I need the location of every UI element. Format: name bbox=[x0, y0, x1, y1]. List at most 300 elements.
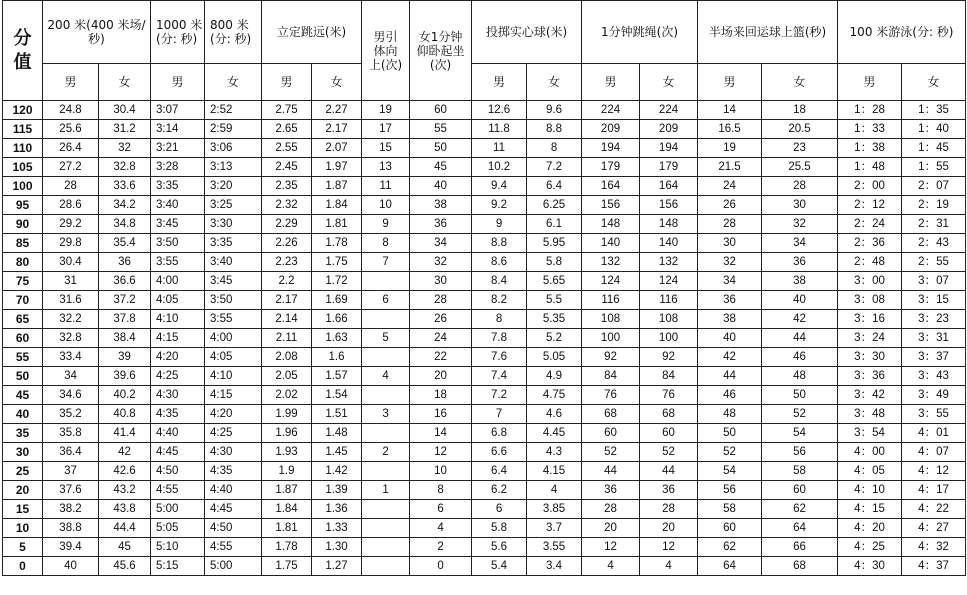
cell-swim100-male: 3：30 bbox=[838, 348, 902, 367]
cell-rope-skip-male: 60 bbox=[582, 424, 640, 443]
cell-rope-skip-male: 164 bbox=[582, 177, 640, 196]
cell-basketball-female: 42 bbox=[762, 310, 838, 329]
cell-situp-female: 26 bbox=[410, 310, 472, 329]
cell-run200-female: 33.6 bbox=[99, 177, 151, 196]
cell-run200-female: 31.2 bbox=[99, 120, 151, 139]
cell-score: 20 bbox=[3, 481, 43, 500]
cell-rope-skip-male: 36 bbox=[582, 481, 640, 500]
cell-score: 5 bbox=[3, 538, 43, 557]
cell-swim100-male: 4：15 bbox=[838, 500, 902, 519]
cell-swim100-male: 2：24 bbox=[838, 215, 902, 234]
cell-rope-skip-female: 76 bbox=[640, 386, 698, 405]
table-row bbox=[3, 272, 966, 291]
cell-swim100-male: 3：42 bbox=[838, 386, 902, 405]
cell-run800-female: 3:20 bbox=[205, 177, 262, 196]
cell-run200-male: 36.4 bbox=[43, 443, 99, 462]
cell-rope-skip-female: 224 bbox=[640, 101, 698, 120]
cell-score: 70 bbox=[3, 291, 43, 310]
cell-ball-throw-male: 6 bbox=[472, 500, 527, 519]
cell-long-jump-female: 1.66 bbox=[312, 310, 362, 329]
cell-rope-skip-female: 4 bbox=[640, 557, 698, 576]
cell-rope-skip-female: 68 bbox=[640, 405, 698, 424]
cell-swim100-male: 3：16 bbox=[838, 310, 902, 329]
cell-pullup-male: 2 bbox=[362, 443, 410, 462]
cell-run800-female: 4:30 bbox=[205, 443, 262, 462]
cell-run1000-male: 4:35 bbox=[151, 405, 205, 424]
cell-swim100-male: 4：05 bbox=[838, 462, 902, 481]
cell-run1000-male: 3:28 bbox=[151, 158, 205, 177]
cell-run800-female: 4:10 bbox=[205, 367, 262, 386]
cell-pullup-male: 19 bbox=[362, 101, 410, 120]
cell-run800-female: 3:45 bbox=[205, 272, 262, 291]
cell-long-jump-female: 1.87 bbox=[312, 177, 362, 196]
cell-basketball-female: 25.5 bbox=[762, 158, 838, 177]
cell-situp-female: 34 bbox=[410, 234, 472, 253]
cell-run800-female: 4:50 bbox=[205, 519, 262, 538]
cell-rope-skip-female: 100 bbox=[640, 329, 698, 348]
cell-basketball-male: 62 bbox=[698, 538, 762, 557]
cell-situp-female: 38 bbox=[410, 196, 472, 215]
cell-run800-female: 3:25 bbox=[205, 196, 262, 215]
cell-basketball-male: 64 bbox=[698, 557, 762, 576]
cell-ball-throw-male: 7.8 bbox=[472, 329, 527, 348]
cell-ball-throw-female: 3.55 bbox=[527, 538, 582, 557]
cell-run1000-male: 3:50 bbox=[151, 234, 205, 253]
cell-run200-female: 37.8 bbox=[99, 310, 151, 329]
cell-long-jump-female: 1.54 bbox=[312, 386, 362, 405]
table-row bbox=[3, 386, 966, 405]
cell-score: 0 bbox=[3, 557, 43, 576]
cell-ball-throw-female: 3.7 bbox=[527, 519, 582, 538]
cell-ball-throw-female: 4.15 bbox=[527, 462, 582, 481]
cell-basketball-male: 28 bbox=[698, 215, 762, 234]
cell-run800-female: 3:06 bbox=[205, 139, 262, 158]
cell-basketball-female: 48 bbox=[762, 367, 838, 386]
cell-long-jump-female: 1.39 bbox=[312, 481, 362, 500]
cell-rope-skip-female: 36 bbox=[640, 481, 698, 500]
table-row bbox=[3, 462, 966, 481]
cell-situp-female: 30 bbox=[410, 272, 472, 291]
cell-run200-female: 39 bbox=[99, 348, 151, 367]
cell-long-jump-male: 1.84 bbox=[262, 500, 312, 519]
cell-basketball-male: 19 bbox=[698, 139, 762, 158]
cell-pullup-male bbox=[362, 500, 410, 519]
cell-run1000-male: 4:15 bbox=[151, 329, 205, 348]
cell-situp-female: 20 bbox=[410, 367, 472, 386]
cell-score: 80 bbox=[3, 253, 43, 272]
cell-ball-throw-female: 8.8 bbox=[527, 120, 582, 139]
sex-female: 女 bbox=[312, 64, 362, 101]
cell-rope-skip-female: 12 bbox=[640, 538, 698, 557]
cell-basketball-male: 58 bbox=[698, 500, 762, 519]
cell-ball-throw-female: 7.2 bbox=[527, 158, 582, 177]
cell-run800-female: 3:50 bbox=[205, 291, 262, 310]
cell-rope-skip-male: 4 bbox=[582, 557, 640, 576]
cell-run200-female: 32 bbox=[99, 139, 151, 158]
cell-rope-skip-female: 132 bbox=[640, 253, 698, 272]
cell-pullup-male bbox=[362, 538, 410, 557]
table-row bbox=[3, 234, 966, 253]
cell-ball-throw-male: 11 bbox=[472, 139, 527, 158]
cell-basketball-female: 28 bbox=[762, 177, 838, 196]
cell-swim100-male: 4：25 bbox=[838, 538, 902, 557]
cell-pullup-male bbox=[362, 272, 410, 291]
cell-swim100-female: 3：07 bbox=[902, 272, 966, 291]
cell-rope-skip-female: 28 bbox=[640, 500, 698, 519]
cell-run1000-male: 3:14 bbox=[151, 120, 205, 139]
cell-ball-throw-female: 4 bbox=[527, 481, 582, 500]
cell-ball-throw-male: 9 bbox=[472, 215, 527, 234]
cell-pullup-male: 10 bbox=[362, 196, 410, 215]
cell-run1000-male: 3:35 bbox=[151, 177, 205, 196]
cell-rope-skip-female: 209 bbox=[640, 120, 698, 139]
cell-long-jump-male: 2.75 bbox=[262, 101, 312, 120]
cell-swim100-male: 1：38 bbox=[838, 139, 902, 158]
cell-run800-female: 4:25 bbox=[205, 424, 262, 443]
cell-long-jump-male: 2.45 bbox=[262, 158, 312, 177]
cell-run1000-male: 4:30 bbox=[151, 386, 205, 405]
cell-ball-throw-male: 11.8 bbox=[472, 120, 527, 139]
table-body bbox=[3, 101, 966, 576]
cell-rope-skip-female: 92 bbox=[640, 348, 698, 367]
table-row bbox=[3, 443, 966, 462]
cell-swim100-male: 1：28 bbox=[838, 101, 902, 120]
cell-ball-throw-female: 5.8 bbox=[527, 253, 582, 272]
cell-long-jump-female: 1.30 bbox=[312, 538, 362, 557]
cell-run200-female: 40.8 bbox=[99, 405, 151, 424]
cell-run1000-male: 3:45 bbox=[151, 215, 205, 234]
table-row bbox=[3, 253, 966, 272]
cell-basketball-male: 14 bbox=[698, 101, 762, 120]
cell-ball-throw-male: 6.2 bbox=[472, 481, 527, 500]
cell-swim100-male: 2：48 bbox=[838, 253, 902, 272]
cell-ball-throw-male: 6.4 bbox=[472, 462, 527, 481]
cell-situp-female: 32 bbox=[410, 253, 472, 272]
cell-run800-female: 2:59 bbox=[205, 120, 262, 139]
cell-ball-throw-female: 5.65 bbox=[527, 272, 582, 291]
sex-female: 女 bbox=[762, 64, 838, 101]
cell-run200-female: 43.2 bbox=[99, 481, 151, 500]
cell-swim100-female: 2：19 bbox=[902, 196, 966, 215]
cell-swim100-male: 3：24 bbox=[838, 329, 902, 348]
cell-long-jump-male: 2.17 bbox=[262, 291, 312, 310]
cell-basketball-male: 48 bbox=[698, 405, 762, 424]
cell-swim100-male: 2：36 bbox=[838, 234, 902, 253]
cell-ball-throw-female: 5.2 bbox=[527, 329, 582, 348]
cell-swim100-female: 3：15 bbox=[902, 291, 966, 310]
cell-rope-skip-male: 92 bbox=[582, 348, 640, 367]
cell-run200-female: 36.6 bbox=[99, 272, 151, 291]
cell-rope-skip-female: 84 bbox=[640, 367, 698, 386]
cell-run200-male: 37 bbox=[43, 462, 99, 481]
cell-run1000-male: 4:40 bbox=[151, 424, 205, 443]
cell-basketball-female: 18 bbox=[762, 101, 838, 120]
cell-run800-female: 3:35 bbox=[205, 234, 262, 253]
cell-long-jump-male: 2.35 bbox=[262, 177, 312, 196]
cell-score: 85 bbox=[3, 234, 43, 253]
cell-run1000-male: 4:20 bbox=[151, 348, 205, 367]
cell-ball-throw-male: 8.4 bbox=[472, 272, 527, 291]
cell-swim100-female: 1：55 bbox=[902, 158, 966, 177]
cell-ball-throw-female: 5.35 bbox=[527, 310, 582, 329]
cell-long-jump-male: 2.05 bbox=[262, 367, 312, 386]
cell-swim100-male: 3：36 bbox=[838, 367, 902, 386]
cell-run800-female: 3:40 bbox=[205, 253, 262, 272]
header-swim-100m: 100 米游泳(分: 秒) bbox=[838, 1, 966, 64]
cell-run1000-male: 3:40 bbox=[151, 196, 205, 215]
cell-basketball-female: 30 bbox=[762, 196, 838, 215]
cell-long-jump-female: 1.48 bbox=[312, 424, 362, 443]
cell-ball-throw-male: 8 bbox=[472, 310, 527, 329]
cell-situp-female: 8 bbox=[410, 481, 472, 500]
table-row bbox=[3, 329, 966, 348]
cell-run800-female: 4:55 bbox=[205, 538, 262, 557]
cell-run1000-male: 5:05 bbox=[151, 519, 205, 538]
cell-rope-skip-female: 164 bbox=[640, 177, 698, 196]
cell-rope-skip-male: 116 bbox=[582, 291, 640, 310]
cell-run200-male: 26.4 bbox=[43, 139, 99, 158]
cell-run800-female: 3:13 bbox=[205, 158, 262, 177]
cell-basketball-female: 60 bbox=[762, 481, 838, 500]
cell-situp-female: 60 bbox=[410, 101, 472, 120]
cell-long-jump-male: 2.32 bbox=[262, 196, 312, 215]
cell-swim100-male: 3：48 bbox=[838, 405, 902, 424]
cell-pullup-male: 11 bbox=[362, 177, 410, 196]
cell-rope-skip-male: 179 bbox=[582, 158, 640, 177]
table-row bbox=[3, 348, 966, 367]
cell-run800-female: 2:52 bbox=[205, 101, 262, 120]
table-row bbox=[3, 405, 966, 424]
table-row bbox=[3, 177, 966, 196]
table-row bbox=[3, 424, 966, 443]
sex-male: 男 bbox=[582, 64, 640, 101]
cell-run200-male: 33.4 bbox=[43, 348, 99, 367]
cell-long-jump-male: 1.78 bbox=[262, 538, 312, 557]
cell-rope-skip-female: 194 bbox=[640, 139, 698, 158]
cell-run1000-male: 4:00 bbox=[151, 272, 205, 291]
cell-situp-female: 6 bbox=[410, 500, 472, 519]
cell-run200-male: 29.2 bbox=[43, 215, 99, 234]
cell-pullup-male: 4 bbox=[362, 367, 410, 386]
cell-long-jump-male: 1.99 bbox=[262, 405, 312, 424]
cell-run800-female: 4:05 bbox=[205, 348, 262, 367]
cell-pullup-male: 13 bbox=[362, 158, 410, 177]
cell-swim100-female: 3：43 bbox=[902, 367, 966, 386]
cell-situp-female: 10 bbox=[410, 462, 472, 481]
cell-pullup-male bbox=[362, 519, 410, 538]
cell-run200-female: 30.4 bbox=[99, 101, 151, 120]
cell-run800-female: 4:45 bbox=[205, 500, 262, 519]
cell-run200-female: 37.2 bbox=[99, 291, 151, 310]
cell-long-jump-female: 1.42 bbox=[312, 462, 362, 481]
cell-run800-female: 4:20 bbox=[205, 405, 262, 424]
sex-female: 女 bbox=[205, 64, 262, 101]
cell-basketball-male: 52 bbox=[698, 443, 762, 462]
cell-score: 45 bbox=[3, 386, 43, 405]
cell-pullup-male bbox=[362, 462, 410, 481]
cell-long-jump-male: 2.14 bbox=[262, 310, 312, 329]
cell-basketball-female: 66 bbox=[762, 538, 838, 557]
cell-long-jump-female: 2.27 bbox=[312, 101, 362, 120]
cell-long-jump-male: 2.2 bbox=[262, 272, 312, 291]
cell-score: 15 bbox=[3, 500, 43, 519]
cell-rope-skip-male: 20 bbox=[582, 519, 640, 538]
cell-basketball-female: 52 bbox=[762, 405, 838, 424]
cell-long-jump-female: 1.78 bbox=[312, 234, 362, 253]
cell-basketball-female: 64 bbox=[762, 519, 838, 538]
cell-pullup-male: 1 bbox=[362, 481, 410, 500]
cell-ball-throw-male: 5.8 bbox=[472, 519, 527, 538]
cell-pullup-male bbox=[362, 386, 410, 405]
header-basketball: 半场来回运球上篮(秒) bbox=[698, 1, 838, 64]
cell-basketball-male: 46 bbox=[698, 386, 762, 405]
cell-long-jump-male: 1.9 bbox=[262, 462, 312, 481]
cell-swim100-female: 3：23 bbox=[902, 310, 966, 329]
cell-swim100-female: 4：17 bbox=[902, 481, 966, 500]
cell-ball-throw-female: 6.1 bbox=[527, 215, 582, 234]
cell-situp-female: 2 bbox=[410, 538, 472, 557]
header-800m: 800 米(分: 秒) bbox=[205, 1, 262, 64]
cell-rope-skip-female: 60 bbox=[640, 424, 698, 443]
sex-female: 女 bbox=[640, 64, 698, 101]
cell-basketball-female: 54 bbox=[762, 424, 838, 443]
cell-score: 115 bbox=[3, 120, 43, 139]
sex-male: 男 bbox=[838, 64, 902, 101]
cell-rope-skip-female: 140 bbox=[640, 234, 698, 253]
cell-rope-skip-male: 52 bbox=[582, 443, 640, 462]
cell-long-jump-female: 1.57 bbox=[312, 367, 362, 386]
table-row bbox=[3, 291, 966, 310]
cell-run1000-male: 4:55 bbox=[151, 481, 205, 500]
cell-ball-throw-female: 3.4 bbox=[527, 557, 582, 576]
table-row bbox=[3, 215, 966, 234]
cell-long-jump-female: 2.17 bbox=[312, 120, 362, 139]
cell-long-jump-female: 1.75 bbox=[312, 253, 362, 272]
cell-pullup-male: 15 bbox=[362, 139, 410, 158]
table-row bbox=[3, 538, 966, 557]
scoring-table bbox=[2, 0, 966, 576]
cell-run200-female: 32.8 bbox=[99, 158, 151, 177]
cell-swim100-female: 4：37 bbox=[902, 557, 966, 576]
cell-run1000-male: 3:07 bbox=[151, 101, 205, 120]
cell-ball-throw-male: 9.4 bbox=[472, 177, 527, 196]
header-situp: 女1分钟仰卧起坐(次) bbox=[410, 1, 472, 101]
cell-score: 30 bbox=[3, 443, 43, 462]
cell-basketball-male: 24 bbox=[698, 177, 762, 196]
cell-run200-female: 42 bbox=[99, 443, 151, 462]
cell-pullup-male bbox=[362, 424, 410, 443]
cell-basketball-male: 26 bbox=[698, 196, 762, 215]
cell-ball-throw-male: 8.8 bbox=[472, 234, 527, 253]
cell-score: 55 bbox=[3, 348, 43, 367]
cell-pullup-male: 9 bbox=[362, 215, 410, 234]
cell-long-jump-female: 2.07 bbox=[312, 139, 362, 158]
cell-rope-skip-female: 20 bbox=[640, 519, 698, 538]
cell-run200-male: 38.2 bbox=[43, 500, 99, 519]
cell-score: 10 bbox=[3, 519, 43, 538]
cell-pullup-male: 17 bbox=[362, 120, 410, 139]
cell-long-jump-female: 1.81 bbox=[312, 215, 362, 234]
cell-run1000-male: 4:45 bbox=[151, 443, 205, 462]
cell-basketball-male: 42 bbox=[698, 348, 762, 367]
cell-situp-female: 12 bbox=[410, 443, 472, 462]
cell-rope-skip-male: 76 bbox=[582, 386, 640, 405]
cell-situp-female: 50 bbox=[410, 139, 472, 158]
cell-long-jump-male: 2.08 bbox=[262, 348, 312, 367]
cell-swim100-female: 4：32 bbox=[902, 538, 966, 557]
cell-ball-throw-female: 4.9 bbox=[527, 367, 582, 386]
cell-run200-female: 38.4 bbox=[99, 329, 151, 348]
cell-run200-female: 45.6 bbox=[99, 557, 151, 576]
cell-long-jump-male: 1.96 bbox=[262, 424, 312, 443]
cell-basketball-male: 56 bbox=[698, 481, 762, 500]
cell-basketball-female: 20.5 bbox=[762, 120, 838, 139]
cell-swim100-male: 1：48 bbox=[838, 158, 902, 177]
cell-run200-female: 44.4 bbox=[99, 519, 151, 538]
cell-run200-female: 35.4 bbox=[99, 234, 151, 253]
cell-basketball-female: 38 bbox=[762, 272, 838, 291]
cell-ball-throw-male: 5.6 bbox=[472, 538, 527, 557]
cell-swim100-female: 4：12 bbox=[902, 462, 966, 481]
cell-run200-male: 28.6 bbox=[43, 196, 99, 215]
cell-run1000-male: 4:50 bbox=[151, 462, 205, 481]
cell-swim100-female: 3：31 bbox=[902, 329, 966, 348]
cell-swim100-male: 1：33 bbox=[838, 120, 902, 139]
cell-situp-female: 45 bbox=[410, 158, 472, 177]
table-row bbox=[3, 367, 966, 386]
cell-situp-female: 24 bbox=[410, 329, 472, 348]
cell-score: 50 bbox=[3, 367, 43, 386]
cell-ball-throw-female: 5.5 bbox=[527, 291, 582, 310]
cell-run1000-male: 5:10 bbox=[151, 538, 205, 557]
table-row bbox=[3, 500, 966, 519]
cell-rope-skip-male: 124 bbox=[582, 272, 640, 291]
sex-female: 女 bbox=[902, 64, 966, 101]
cell-swim100-female: 1：35 bbox=[902, 101, 966, 120]
cell-basketball-female: 50 bbox=[762, 386, 838, 405]
cell-rope-skip-male: 132 bbox=[582, 253, 640, 272]
cell-long-jump-female: 1.36 bbox=[312, 500, 362, 519]
cell-run1000-male: 5:00 bbox=[151, 500, 205, 519]
table-row bbox=[3, 481, 966, 500]
cell-rope-skip-male: 28 bbox=[582, 500, 640, 519]
cell-ball-throw-female: 5.95 bbox=[527, 234, 582, 253]
cell-run1000-male: 5:15 bbox=[151, 557, 205, 576]
cell-run200-male: 38.8 bbox=[43, 519, 99, 538]
cell-basketball-female: 40 bbox=[762, 291, 838, 310]
cell-rope-skip-male: 140 bbox=[582, 234, 640, 253]
cell-long-jump-male: 2.02 bbox=[262, 386, 312, 405]
cell-ball-throw-male: 7.2 bbox=[472, 386, 527, 405]
cell-basketball-female: 34 bbox=[762, 234, 838, 253]
cell-run200-female: 36 bbox=[99, 253, 151, 272]
sex-male: 男 bbox=[472, 64, 527, 101]
cell-ball-throw-male: 8.6 bbox=[472, 253, 527, 272]
cell-run200-female: 40.2 bbox=[99, 386, 151, 405]
cell-ball-throw-male: 12.6 bbox=[472, 101, 527, 120]
cell-run800-female: 4:40 bbox=[205, 481, 262, 500]
cell-rope-skip-male: 194 bbox=[582, 139, 640, 158]
cell-score: 35 bbox=[3, 424, 43, 443]
cell-run200-male: 30.4 bbox=[43, 253, 99, 272]
cell-swim100-female: 3：49 bbox=[902, 386, 966, 405]
header-1000m: 1000 米(分: 秒) bbox=[151, 1, 205, 64]
cell-run200-female: 42.6 bbox=[99, 462, 151, 481]
cell-long-jump-male: 1.87 bbox=[262, 481, 312, 500]
cell-ball-throw-male: 8.2 bbox=[472, 291, 527, 310]
cell-basketball-male: 60 bbox=[698, 519, 762, 538]
cell-ball-throw-female: 4.75 bbox=[527, 386, 582, 405]
